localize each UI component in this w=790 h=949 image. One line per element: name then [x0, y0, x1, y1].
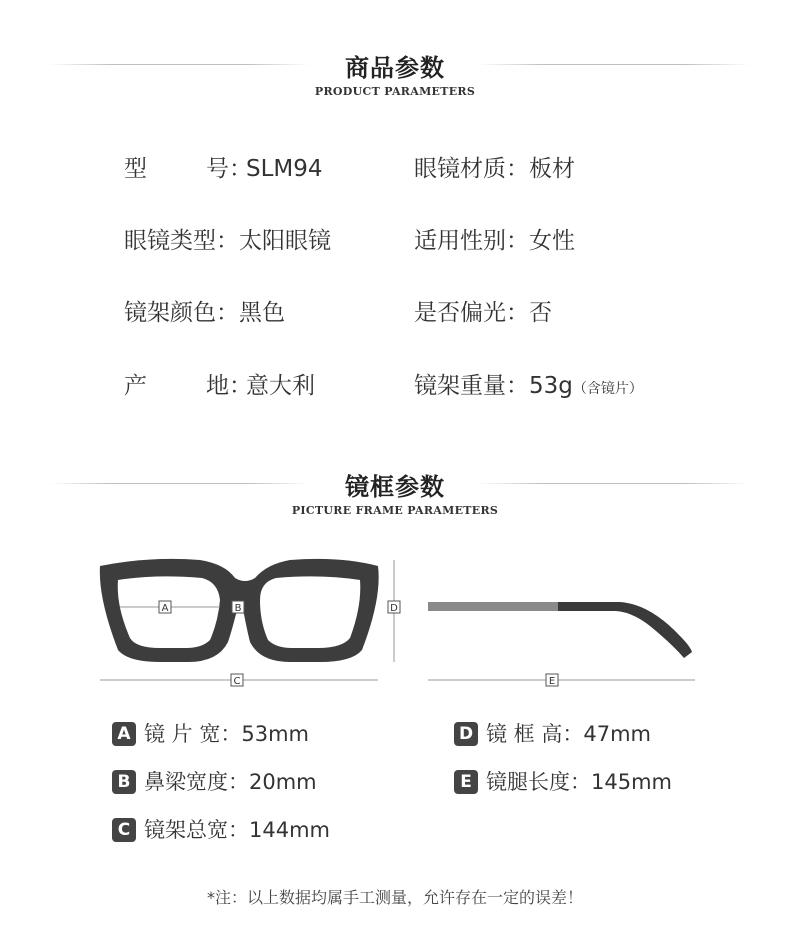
param-weight-label: 镜架重量： [414, 373, 529, 399]
measurement-footnote: *注：以上数据均属手工测量，允许存在一定的误差！ [206, 888, 583, 907]
product-section-title: 商品参数 [345, 54, 445, 82]
marker-b: B [234, 603, 242, 614]
dim-lens-width [112, 718, 309, 748]
dim-bridge-width-label: 鼻梁宽度： [144, 770, 249, 794]
dim-lens-width-badge: A [112, 722, 136, 746]
param-polarized-label: 是否偏光： [414, 300, 529, 326]
dim-bridge-width-badge: B [112, 770, 136, 794]
glasses-temple-diagram [420, 580, 710, 695]
param-model-label-a: 型 [124, 156, 147, 182]
param-model-value: SLM94 [246, 156, 323, 182]
param-origin-value: 意大利 [246, 373, 315, 399]
dim-frame-height-badge: D [454, 722, 478, 746]
param-origin [124, 367, 315, 400]
param-origin-label-b: 地： [206, 373, 252, 399]
dim-frame-height-label: 镜 框 高： [486, 722, 584, 746]
param-model [124, 150, 323, 183]
dim-temple-length-label: 镜腿长度： [486, 770, 591, 794]
param-material-label: 眼镜材质： [414, 156, 529, 182]
param-material [414, 150, 575, 183]
dim-total-width-value: 144mm [249, 818, 330, 842]
product-title-rule-left [48, 64, 310, 65]
dim-total-width-label: 镜架总宽： [144, 818, 249, 842]
param-type-value: 太阳眼镜 [239, 228, 331, 254]
param-type [124, 222, 331, 255]
param-type-label: 眼镜类型： [124, 228, 239, 254]
param-weight-value: 53g [529, 373, 573, 399]
param-material-value: 板材 [529, 156, 575, 182]
dim-frame-height [454, 718, 651, 748]
marker-c: C [233, 676, 241, 687]
param-weight [414, 367, 643, 400]
dim-lens-width-label: 镜 片 宽： [144, 722, 242, 746]
dim-frame-height-value: 47mm [583, 722, 651, 746]
marker-e: E [548, 676, 556, 687]
temple-tip [558, 602, 692, 658]
dim-temple-length-value: 145mm [591, 770, 672, 794]
dim-temple-length-badge: E [454, 770, 478, 794]
temple-front-bar [428, 602, 558, 611]
frame-title-rule-left [48, 483, 310, 484]
dim-bridge-width [112, 766, 317, 796]
param-gender-label: 适用性别： [414, 228, 529, 254]
product-title-rule-right [478, 64, 750, 65]
dim-lens-width-value: 53mm [241, 722, 309, 746]
product-section-subtitle: PRODUCT PARAMETERS [314, 85, 476, 98]
frame-section-title: 镜框参数 [345, 473, 445, 501]
frame-title-rule-right [478, 483, 750, 484]
param-origin-label-a: 产 [124, 373, 147, 399]
dim-total-width [112, 814, 330, 844]
param-gender-value: 女性 [529, 228, 575, 254]
dim-bridge-width-value: 20mm [249, 770, 317, 794]
frame-section-subtitle: PICTURE FRAME PARAMETERS [291, 504, 499, 517]
dim-temple-length [454, 766, 672, 796]
glasses-front-diagram [90, 550, 410, 695]
param-weight-note: （含镜片） [572, 381, 643, 397]
param-gender [414, 222, 575, 255]
param-polarized-value: 否 [529, 300, 552, 326]
param-polarized [414, 294, 552, 327]
param-color [124, 294, 285, 327]
marker-d: D [390, 603, 398, 614]
param-color-label: 镜架颜色： [124, 300, 239, 326]
dim-total-width-badge: C [112, 818, 136, 842]
marker-a: A [161, 603, 169, 614]
param-color-value: 黑色 [239, 300, 285, 326]
param-model-label-b: 号： [206, 156, 252, 182]
